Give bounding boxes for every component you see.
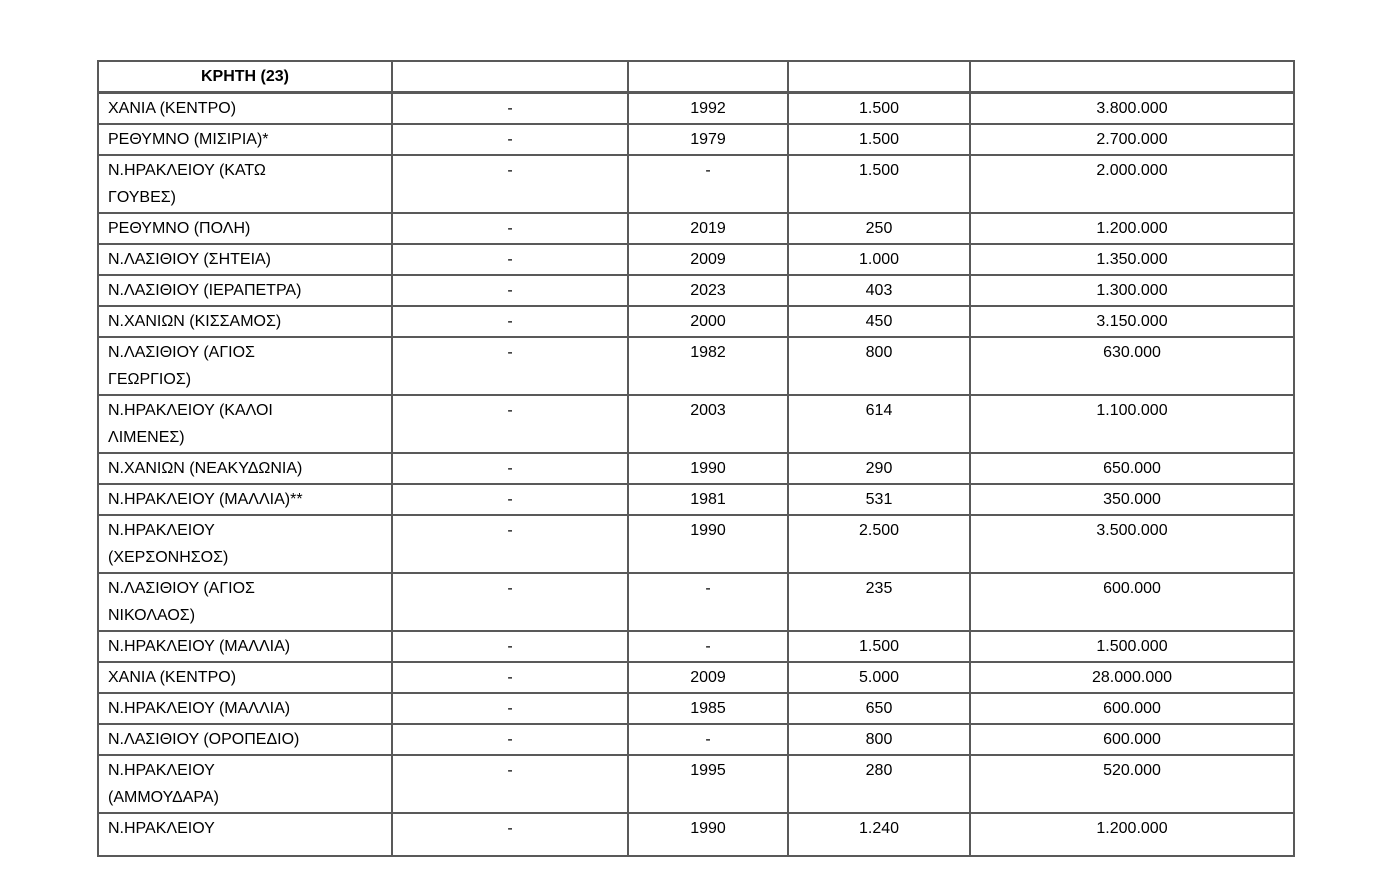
empty-header-cell-4 [970,61,1294,93]
location-cell [98,813,392,856]
location-line2: (ΧΕΡΣΟΝΗΣΟΣ) [108,549,229,566]
dash-cell: - [392,395,628,453]
area-cell: 250 [788,213,970,244]
location-line1: Ν.ΗΡΑΚΛΕΙΟΥ (ΜΑΛΛΙΑ) [108,638,291,655]
location-line1: Ν.ΛΑΣΙΘΙΟΥ (ΙΕΡΑΠΕΤΡΑ) [108,282,302,299]
table-row [98,155,1294,213]
area-cell: 235 [788,573,970,631]
area-cell: 1.240 [788,813,970,856]
year-cell: 1985 [628,693,788,724]
location-line1: ΧΑΝΙΑ (ΚΕΝΤΡΟ) [108,669,237,686]
dash-cell: - [392,813,628,856]
price-cell: 600.000 [970,693,1294,724]
location-line1: Ν.ΗΡΑΚΛΕΙΟΥ [108,820,215,837]
location-cell [98,337,392,395]
area-cell: 450 [788,306,970,337]
crete-properties-table [97,60,1295,857]
area-cell: 1.500 [788,155,970,213]
dash-cell: - [392,453,628,484]
location-line1: ΧΑΝΙΑ (ΚΕΝΤΡΟ) [108,100,237,117]
dash-cell: - [392,755,628,813]
location-cell [98,755,392,813]
year-cell: 2019 [628,213,788,244]
year-cell: 1981 [628,484,788,515]
dash-cell: - [392,662,628,693]
table-row [98,244,1294,275]
location-cell [98,395,392,453]
location-line1: ΡΕΘΥΜΝΟ (ΜΙΣΙΡΙΑ)* [108,131,269,148]
area-cell: 1.500 [788,631,970,662]
area-cell: 531 [788,484,970,515]
table-row [98,631,1294,662]
price-cell: 1.200.000 [970,813,1294,856]
dash-cell: - [392,484,628,515]
table-header-row [98,61,1294,93]
location-line2: (ΑΜΜΟΥΔΑΡΑ) [108,789,219,806]
location-line1: Ν.ΛΑΣΙΘΙΟΥ (ΣΗΤΕΙΑ) [108,251,272,268]
location-line1: Ν.ΗΡΑΚΛΕΙΟΥ (ΚΑΤΩ [108,162,266,179]
dash-cell: - [392,515,628,573]
year-cell: - [628,631,788,662]
price-cell: 1.500.000 [970,631,1294,662]
price-cell: 520.000 [970,755,1294,813]
location-cell [98,275,392,306]
area-cell: 290 [788,453,970,484]
location-cell [98,213,392,244]
price-cell: 28.000.000 [970,662,1294,693]
area-cell: 800 [788,724,970,755]
table-row [98,484,1294,515]
location-cell [98,693,392,724]
table-row [98,93,1294,125]
area-cell: 800 [788,337,970,395]
year-cell: - [628,155,788,213]
dash-cell: - [392,631,628,662]
price-cell: 350.000 [970,484,1294,515]
dash-cell: - [392,93,628,125]
area-cell: 614 [788,395,970,453]
location-cell [98,124,392,155]
price-cell: 3.800.000 [970,93,1294,125]
year-cell: 1992 [628,93,788,125]
location-line1: Ν.ΗΡΑΚΛΕΙΟΥ (ΚΑΛΟΙ [108,402,273,419]
table-row [98,724,1294,755]
year-cell: 1990 [628,813,788,856]
price-cell: 3.150.000 [970,306,1294,337]
table-row [98,213,1294,244]
location-line1: Ν.ΧΑΝΙΩΝ (ΚΙΣΣΑΜΟΣ) [108,313,282,330]
location-line2: ΓΟΥΒΕΣ) [108,189,176,206]
location-line1: Ν.ΧΑΝΙΩΝ (ΝΕΑΚΥΔΩΝΙΑ) [108,460,303,477]
location-cell [98,93,392,125]
table-row [98,395,1294,453]
location-line1: ΡΕΘΥΜΝΟ (ΠΟΛΗ) [108,220,251,237]
location-cell [98,453,392,484]
price-cell: 2.000.000 [970,155,1294,213]
location-cell [98,306,392,337]
price-cell: 2.700.000 [970,124,1294,155]
location-line1: Ν.ΛΑΣΙΘΙΟΥ (ΟΡΟΠΕΔΙΟ) [108,731,300,748]
location-cell [98,631,392,662]
area-cell: 1.000 [788,244,970,275]
location-line1: Ν.ΛΑΣΙΘΙΟΥ (ΑΓΙΟΣ [108,580,255,597]
table-row [98,662,1294,693]
year-cell: 2009 [628,244,788,275]
price-cell: 630.000 [970,337,1294,395]
year-cell: 1979 [628,124,788,155]
table-row [98,515,1294,573]
price-cell: 1.100.000 [970,395,1294,453]
dash-cell: - [392,244,628,275]
dash-cell: - [392,124,628,155]
price-cell: 600.000 [970,724,1294,755]
price-cell: 650.000 [970,453,1294,484]
location-line1: Ν.ΗΡΑΚΛΕΙΟΥ (ΜΑΛΛΙΑ) [108,700,291,717]
area-cell: 5.000 [788,662,970,693]
price-cell: 1.300.000 [970,275,1294,306]
location-cell [98,484,392,515]
table-row [98,275,1294,306]
area-cell: 280 [788,755,970,813]
dash-cell: - [392,573,628,631]
empty-header-cell-2 [628,61,788,93]
location-line1: Ν.ΗΡΑΚΛΕΙΟΥ [108,522,215,539]
location-cell [98,724,392,755]
empty-header-cell-1 [392,61,628,93]
location-line2: ΓΕΩΡΓΙΟΣ) [108,371,192,388]
location-cell [98,155,392,213]
dash-cell: - [392,724,628,755]
dash-cell: - [392,213,628,244]
price-cell: 600.000 [970,573,1294,631]
year-cell: 2009 [628,662,788,693]
empty-header-cell-3 [788,61,970,93]
table-row [98,453,1294,484]
location-line1: Ν.ΗΡΑΚΛΕΙΟΥ (ΜΑΛΛΙΑ)** [108,491,303,508]
region-header-cell: ΚΡΗΤΗ (23) [98,61,392,93]
location-cell [98,573,392,631]
table-row [98,693,1294,724]
year-cell: - [628,724,788,755]
year-cell: 1995 [628,755,788,813]
dash-cell: - [392,337,628,395]
year-cell: 2000 [628,306,788,337]
table-row [98,306,1294,337]
location-cell [98,662,392,693]
table-row [98,573,1294,631]
location-line1: Ν.ΛΑΣΙΘΙΟΥ (ΑΓΙΟΣ [108,344,255,361]
location-line2: ΝΙΚΟΛΑΟΣ) [108,607,196,624]
dash-cell: - [392,306,628,337]
area-cell: 403 [788,275,970,306]
dash-cell: - [392,275,628,306]
location-cell [98,244,392,275]
year-cell: 1982 [628,337,788,395]
year-cell: 2023 [628,275,788,306]
location-line1: Ν.ΗΡΑΚΛΕΙΟΥ [108,762,215,779]
price-cell: 1.200.000 [970,213,1294,244]
area-cell: 650 [788,693,970,724]
dash-cell: - [392,693,628,724]
area-cell: 2.500 [788,515,970,573]
location-line2: ΛΙΜΕΝΕΣ) [108,429,185,446]
table-row [98,755,1294,813]
year-cell: 2003 [628,395,788,453]
area-cell: 1.500 [788,124,970,155]
year-cell: 1990 [628,515,788,573]
table-row [98,337,1294,395]
table-row [98,813,1294,856]
price-cell: 1.350.000 [970,244,1294,275]
year-cell: - [628,573,788,631]
price-cell: 3.500.000 [970,515,1294,573]
dash-cell: - [392,155,628,213]
area-cell: 1.500 [788,93,970,125]
year-cell: 1990 [628,453,788,484]
location-cell [98,515,392,573]
table-row [98,124,1294,155]
table-body [98,93,1294,857]
